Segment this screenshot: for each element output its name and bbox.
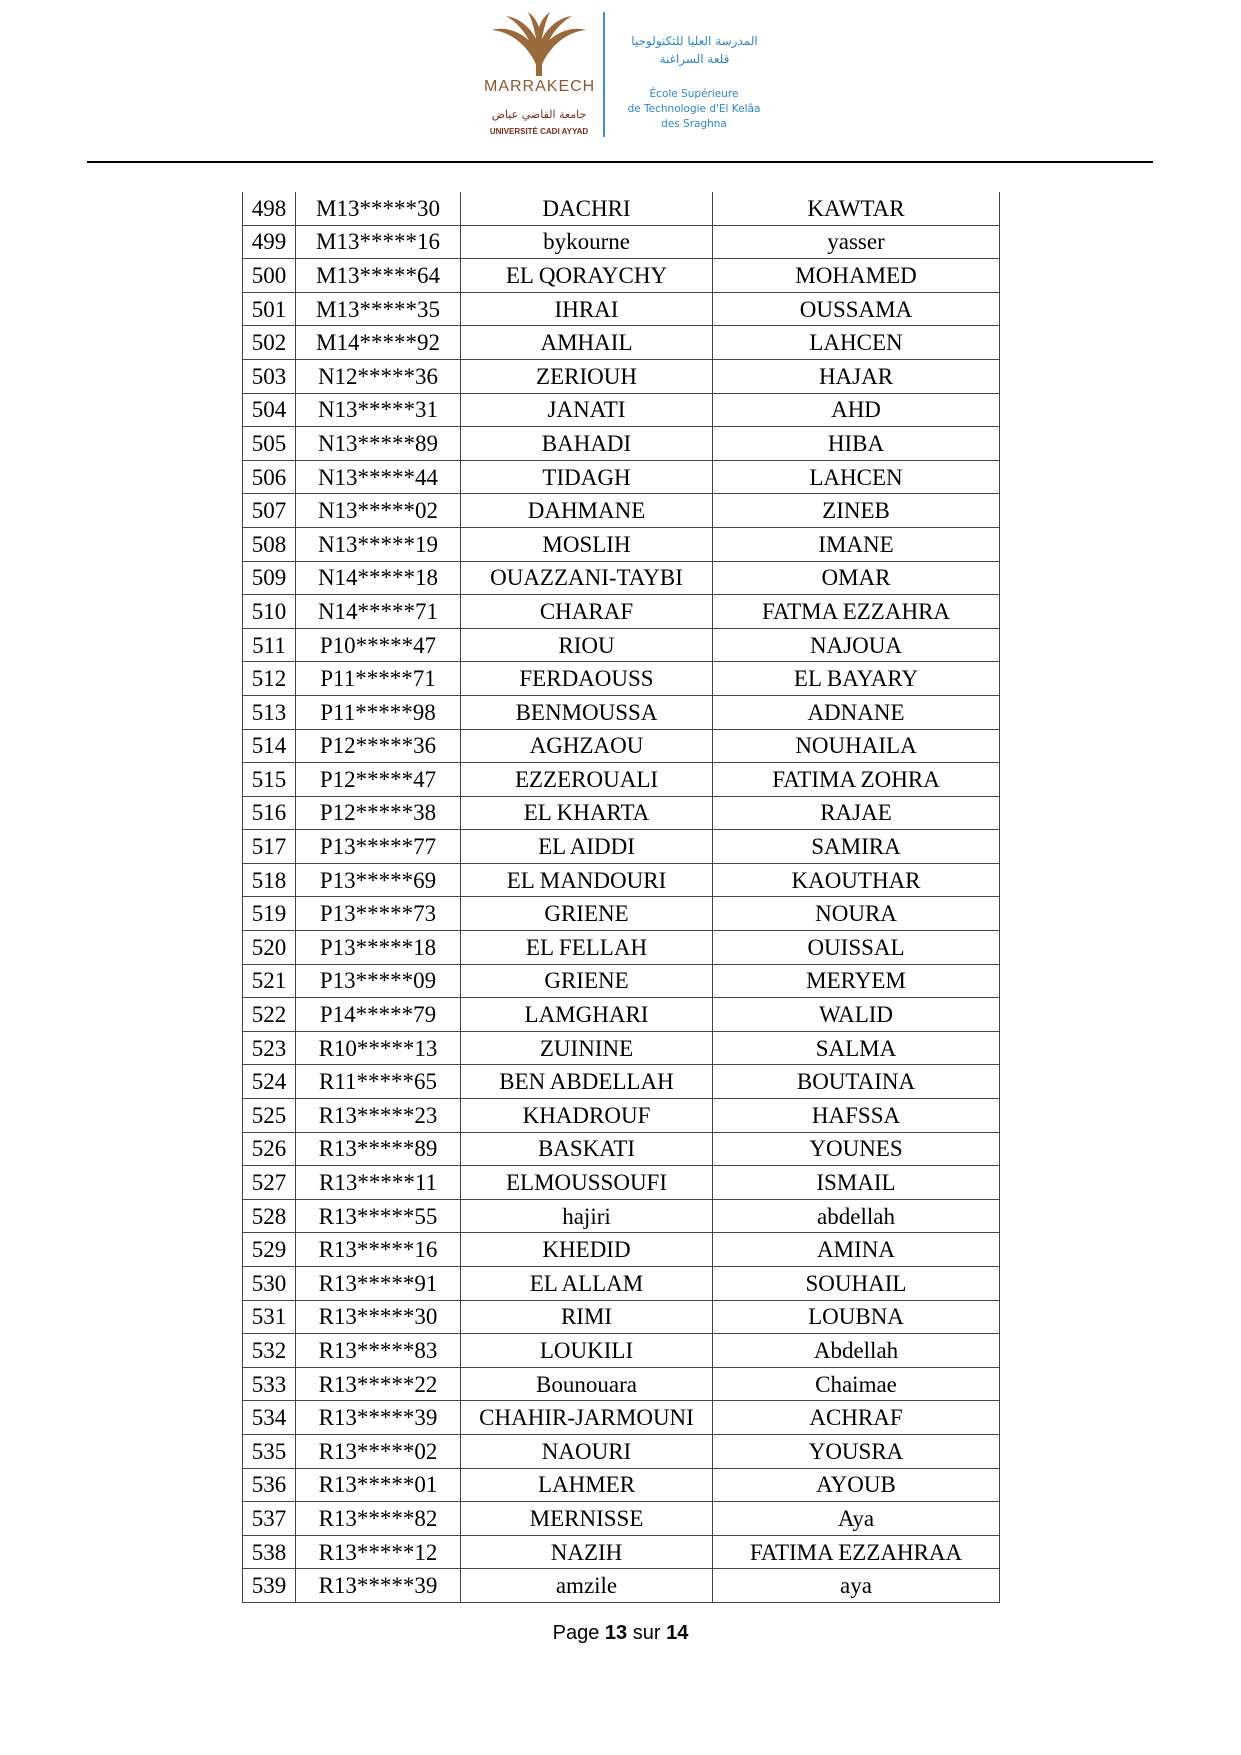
last-name-cell: hajiri — [461, 1199, 713, 1233]
first-name-cell: yasser — [713, 225, 1000, 259]
table-row — [243, 527, 1000, 561]
table-row — [243, 494, 1000, 528]
student-id-cell: R13*****82 — [296, 1502, 461, 1536]
table-row — [243, 1502, 1000, 1536]
table-row — [243, 1132, 1000, 1166]
table-row — [243, 1434, 1000, 1468]
table-body — [243, 192, 1000, 1602]
student-id-cell: P13*****18 — [296, 931, 461, 965]
last-name-cell: EL FELLAH — [461, 931, 713, 965]
table-row — [243, 863, 1000, 897]
student-id-cell: P13*****77 — [296, 830, 461, 864]
table-row — [243, 1468, 1000, 1502]
row-number-cell: 530 — [243, 1267, 296, 1301]
last-name-cell: ZERIOUH — [461, 359, 713, 393]
row-number-cell: 529 — [243, 1233, 296, 1267]
table-row — [243, 1199, 1000, 1233]
row-number-cell: 532 — [243, 1334, 296, 1368]
row-number-cell: 537 — [243, 1502, 296, 1536]
first-name-cell: abdellah — [713, 1199, 1000, 1233]
last-name-cell: BASKATI — [461, 1132, 713, 1166]
table-row — [243, 662, 1000, 696]
student-id-cell: R13*****12 — [296, 1535, 461, 1569]
table-row — [243, 796, 1000, 830]
table-row — [243, 998, 1000, 1032]
first-name-cell: MERYEM — [713, 964, 1000, 998]
footer-separator: sur — [632, 1622, 661, 1644]
student-list-table — [242, 192, 1000, 1603]
school-french-line3: des Sraghna — [661, 118, 727, 130]
last-name-cell: RIOU — [461, 628, 713, 662]
student-id-cell: R10*****13 — [296, 1031, 461, 1065]
last-name-cell: EL MANDOURI — [461, 863, 713, 897]
student-id-cell: R13*****01 — [296, 1468, 461, 1502]
school-french-line2: de Technologie d'El Kelâa — [627, 103, 761, 115]
table-row — [243, 1099, 1000, 1133]
last-name-cell: DAHMANE — [461, 494, 713, 528]
row-number-cell: 523 — [243, 1031, 296, 1065]
student-id-cell: R13*****91 — [296, 1267, 461, 1301]
last-name-cell: JANATI — [461, 393, 713, 427]
student-id-cell: R13*****83 — [296, 1334, 461, 1368]
student-id-cell: P11*****98 — [296, 695, 461, 729]
first-name-cell: LAHCEN — [713, 326, 1000, 360]
table-row — [243, 393, 1000, 427]
last-name-cell: EZZEROUALI — [461, 763, 713, 797]
row-number-cell: 511 — [243, 628, 296, 662]
student-id-cell: N13*****02 — [296, 494, 461, 528]
first-name-cell: IMANE — [713, 527, 1000, 561]
table-row — [243, 1166, 1000, 1200]
last-name-cell: GRIENE — [461, 897, 713, 931]
last-name-cell: KHADROUF — [461, 1099, 713, 1133]
row-number-cell: 504 — [243, 393, 296, 427]
student-id-cell: P13*****09 — [296, 964, 461, 998]
row-number-cell: 531 — [243, 1300, 296, 1334]
row-number-cell: 500 — [243, 259, 296, 293]
row-number-cell: 498 — [243, 192, 296, 225]
row-number-cell: 520 — [243, 931, 296, 965]
student-id-cell: N14*****71 — [296, 595, 461, 629]
school-arabic-line2: قلعة السراغنة — [659, 52, 730, 66]
last-name-cell: CHAHIR-JARMOUNI — [461, 1401, 713, 1435]
row-number-cell: 522 — [243, 998, 296, 1032]
first-name-cell: AHD — [713, 393, 1000, 427]
last-name-cell: MERNISSE — [461, 1502, 713, 1536]
row-number-cell: 533 — [243, 1367, 296, 1401]
table-row — [243, 1569, 1000, 1603]
table-row — [243, 1401, 1000, 1435]
student-id-cell: R13*****89 — [296, 1132, 461, 1166]
first-name-cell: HAJAR — [713, 359, 1000, 393]
student-id-cell: R13*****39 — [296, 1569, 461, 1603]
row-number-cell: 517 — [243, 830, 296, 864]
student-id-cell: M13*****35 — [296, 292, 461, 326]
row-number-cell: 536 — [243, 1468, 296, 1502]
first-name-cell: OUISSAL — [713, 931, 1000, 965]
table-row — [243, 729, 1000, 763]
student-id-cell: P11*****71 — [296, 662, 461, 696]
footer-total-pages: 14 — [666, 1622, 689, 1644]
logo-city-name: MARRAKECH — [484, 78, 596, 95]
student-id-cell: R13*****39 — [296, 1401, 461, 1435]
student-id-cell: N12*****36 — [296, 359, 461, 393]
student-id-cell: N13*****31 — [296, 393, 461, 427]
first-name-cell: SOUHAIL — [713, 1267, 1000, 1301]
first-name-cell: FATMA EZZAHRA — [713, 595, 1000, 629]
last-name-cell: IHRAI — [461, 292, 713, 326]
row-number-cell: 535 — [243, 1434, 296, 1468]
last-name-cell: OUAZZANI-TAYBI — [461, 561, 713, 595]
first-name-cell: YOUSRA — [713, 1434, 1000, 1468]
first-name-cell: RAJAE — [713, 796, 1000, 830]
student-id-cell: R13*****23 — [296, 1099, 461, 1133]
first-name-cell: NOURA — [713, 897, 1000, 931]
first-name-cell: NOUHAILA — [713, 729, 1000, 763]
student-id-cell: M14*****92 — [296, 326, 461, 360]
row-number-cell: 538 — [243, 1535, 296, 1569]
last-name-cell: Bounouara — [461, 1367, 713, 1401]
student-id-cell: R13*****55 — [296, 1199, 461, 1233]
last-name-cell: BAHADI — [461, 427, 713, 461]
row-number-cell: 508 — [243, 527, 296, 561]
row-number-cell: 513 — [243, 695, 296, 729]
first-name-cell: NAJOUA — [713, 628, 1000, 662]
last-name-cell: AGHZAOU — [461, 729, 713, 763]
table-row — [243, 259, 1000, 293]
first-name-cell: SAMIRA — [713, 830, 1000, 864]
last-name-cell: amzile — [461, 1569, 713, 1603]
student-id-cell: R13*****30 — [296, 1300, 461, 1334]
last-name-cell: EL AIDDI — [461, 830, 713, 864]
student-id-cell: N13*****19 — [296, 527, 461, 561]
table-row — [243, 292, 1000, 326]
row-number-cell: 534 — [243, 1401, 296, 1435]
student-id-cell: P14*****79 — [296, 998, 461, 1032]
table-row — [243, 1065, 1000, 1099]
last-name-cell: DACHRI — [461, 192, 713, 225]
table-row — [243, 1367, 1000, 1401]
row-number-cell: 516 — [243, 796, 296, 830]
row-number-cell: 506 — [243, 460, 296, 494]
last-name-cell: MOSLIH — [461, 527, 713, 561]
table-row — [243, 763, 1000, 797]
row-number-cell: 501 — [243, 292, 296, 326]
table-row — [243, 964, 1000, 998]
table-row — [243, 359, 1000, 393]
row-number-cell: 521 — [243, 964, 296, 998]
last-name-cell: ELMOUSSOUFI — [461, 1166, 713, 1200]
student-id-cell: R13*****16 — [296, 1233, 461, 1267]
last-name-cell: ZUININE — [461, 1031, 713, 1065]
student-id-cell: P12*****36 — [296, 729, 461, 763]
first-name-cell: ADNANE — [713, 695, 1000, 729]
last-name-cell: BENMOUSSA — [461, 695, 713, 729]
row-number-cell: 518 — [243, 863, 296, 897]
table-row — [243, 326, 1000, 360]
row-number-cell: 509 — [243, 561, 296, 595]
table-row — [243, 1334, 1000, 1368]
first-name-cell: LOUBNA — [713, 1300, 1000, 1334]
first-name-cell: Chaimae — [713, 1367, 1000, 1401]
student-id-cell: M13*****64 — [296, 259, 461, 293]
student-id-cell: P12*****47 — [296, 763, 461, 797]
row-number-cell: 524 — [243, 1065, 296, 1099]
row-number-cell: 512 — [243, 662, 296, 696]
row-number-cell: 528 — [243, 1199, 296, 1233]
last-name-cell: AMHAIL — [461, 326, 713, 360]
table-row — [243, 830, 1000, 864]
student-id-cell: P12*****38 — [296, 796, 461, 830]
student-id-cell: R13*****02 — [296, 1434, 461, 1468]
first-name-cell: FATIMA EZZAHRAA — [713, 1535, 1000, 1569]
first-name-cell: AYOUB — [713, 1468, 1000, 1502]
first-name-cell: OMAR — [713, 561, 1000, 595]
last-name-cell: TIDAGH — [461, 460, 713, 494]
university-logo-icon — [484, 10, 594, 78]
table-row — [243, 225, 1000, 259]
last-name-cell: GRIENE — [461, 964, 713, 998]
table-row — [243, 1031, 1000, 1065]
student-id-cell: N13*****44 — [296, 460, 461, 494]
page-header — [0, 0, 1241, 160]
student-id-cell: M13*****30 — [296, 192, 461, 225]
student-id-cell: P13*****69 — [296, 863, 461, 897]
student-id-cell: N14*****18 — [296, 561, 461, 595]
student-id-cell: M13*****16 — [296, 225, 461, 259]
table-row — [243, 427, 1000, 461]
row-number-cell: 525 — [243, 1099, 296, 1133]
row-number-cell: 519 — [243, 897, 296, 931]
first-name-cell: KAWTAR — [713, 192, 1000, 225]
student-id-cell: R11*****65 — [296, 1065, 461, 1099]
first-name-cell: ISMAIL — [713, 1166, 1000, 1200]
row-number-cell: 502 — [243, 326, 296, 360]
last-name-cell: LAMGHARI — [461, 998, 713, 1032]
first-name-cell: FATIMA ZOHRA — [713, 763, 1000, 797]
student-id-cell: P13*****73 — [296, 897, 461, 931]
table-row — [243, 1233, 1000, 1267]
row-number-cell: 527 — [243, 1166, 296, 1200]
last-name-cell: CHARAF — [461, 595, 713, 629]
first-name-cell: HAFSSA — [713, 1099, 1000, 1133]
last-name-cell: EL QORAYCHY — [461, 259, 713, 293]
last-name-cell: NAOURI — [461, 1434, 713, 1468]
row-number-cell: 510 — [243, 595, 296, 629]
first-name-cell: ZINEB — [713, 494, 1000, 528]
footer-current-page: 13 — [604, 1622, 628, 1644]
last-name-cell: LAHMER — [461, 1468, 713, 1502]
row-number-cell: 514 — [243, 729, 296, 763]
logo-university-name: UNIVERSITÉ CADI AYYAD — [489, 127, 589, 136]
first-name-cell: KAOUTHAR — [713, 863, 1000, 897]
last-name-cell: EL ALLAM — [461, 1267, 713, 1301]
row-number-cell: 526 — [243, 1132, 296, 1166]
first-name-cell: WALID — [713, 998, 1000, 1032]
last-name-cell: bykourne — [461, 225, 713, 259]
row-number-cell: 507 — [243, 494, 296, 528]
first-name-cell: HIBA — [713, 427, 1000, 461]
first-name-cell: EL BAYARY — [713, 662, 1000, 696]
first-name-cell: Aya — [713, 1502, 1000, 1536]
first-name-cell: Abdellah — [713, 1334, 1000, 1368]
table-row — [243, 192, 1000, 225]
first-name-cell: LAHCEN — [713, 460, 1000, 494]
first-name-cell: YOUNES — [713, 1132, 1000, 1166]
table-row — [243, 628, 1000, 662]
table-row — [243, 897, 1000, 931]
last-name-cell: BEN ABDELLAH — [461, 1065, 713, 1099]
first-name-cell: OUSSAMA — [713, 292, 1000, 326]
first-name-cell: ACHRAF — [713, 1401, 1000, 1435]
first-name-cell: AMINA — [713, 1233, 1000, 1267]
table-row — [243, 460, 1000, 494]
first-name-cell: aya — [713, 1569, 1000, 1603]
last-name-cell: LOUKILI — [461, 1334, 713, 1368]
table-row — [243, 1535, 1000, 1569]
header-rule — [87, 161, 1153, 163]
table-row — [243, 1267, 1000, 1301]
row-number-cell: 515 — [243, 763, 296, 797]
student-id-cell: R13*****22 — [296, 1367, 461, 1401]
table-row — [243, 695, 1000, 729]
school-arabic-line1: المدرسة العليا للتكنولوجيا — [631, 34, 758, 48]
row-number-cell: 539 — [243, 1569, 296, 1603]
table-row — [243, 561, 1000, 595]
first-name-cell: SALMA — [713, 1031, 1000, 1065]
table-row — [243, 931, 1000, 965]
school-french-line1: École Supérieure — [649, 88, 739, 100]
last-name-cell: KHEDID — [461, 1233, 713, 1267]
student-id-cell: P10*****47 — [296, 628, 461, 662]
header-divider — [603, 12, 605, 137]
last-name-cell: EL KHARTA — [461, 796, 713, 830]
row-number-cell: 503 — [243, 359, 296, 393]
first-name-cell: BOUTAINA — [713, 1065, 1000, 1099]
last-name-cell: NAZIH — [461, 1535, 713, 1569]
table-row — [243, 1300, 1000, 1334]
last-name-cell: RIMI — [461, 1300, 713, 1334]
page-footer — [0, 1622, 1241, 1645]
row-number-cell: 505 — [243, 427, 296, 461]
student-id-cell: N13*****89 — [296, 427, 461, 461]
school-french-name — [606, 87, 782, 132]
student-id-cell: R13*****11 — [296, 1166, 461, 1200]
first-name-cell: MOHAMED — [713, 259, 1000, 293]
row-number-cell: 499 — [243, 225, 296, 259]
last-name-cell: FERDAOUSS — [461, 662, 713, 696]
logo-arabic-name: جامعة القاضي عياض — [491, 108, 587, 121]
footer-page-prefix: Page — [552, 1622, 600, 1644]
table-row — [243, 595, 1000, 629]
